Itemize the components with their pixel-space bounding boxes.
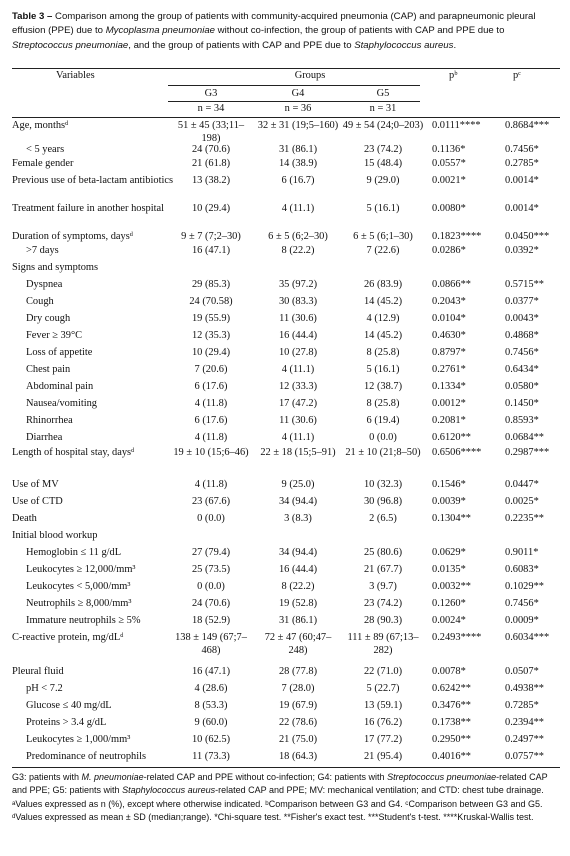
cell-p-c: 0.0377* [505, 296, 539, 307]
group-label-rule [168, 101, 420, 102]
cell-g4: 31 (86.1) [278, 144, 318, 155]
cell-p-c: 0.6083* [505, 564, 539, 575]
cell-g5: 49 ± 54 (24;0–203) [342, 120, 424, 131]
cell-g3: 6 (17.6) [194, 381, 228, 392]
table-row [12, 734, 560, 751]
cell-p-c: 0.0025* [505, 496, 539, 507]
cell-p-b: 0.0021* [432, 175, 466, 186]
cell-p-b: 0.1738** [432, 717, 471, 728]
header-p-b: pᵇ [449, 70, 458, 81]
row-label: Loss of appetite [26, 347, 93, 358]
cell-g4: 4 (11.1) [281, 364, 315, 375]
cell-p-b: 0.0024* [432, 615, 466, 626]
cell-p-b: 0.1334* [432, 381, 466, 392]
header-g5: G5 [376, 88, 390, 99]
cell-p-b: 0.0135* [432, 564, 466, 575]
cell-p-b: 0.4016** [432, 751, 471, 762]
table-row [12, 347, 560, 364]
row-label: Abdominal pain [26, 381, 94, 392]
cell-g5: 5 (16.1) [366, 203, 400, 214]
cell-g5: 21 (95.4) [363, 751, 403, 762]
cell-p-c: 0.0447* [505, 479, 539, 490]
cell-g3: 8 (53.3) [194, 700, 228, 711]
table-row [12, 203, 560, 231]
cell-g5: 4 (12.9) [366, 313, 400, 324]
header-p-c: pᶜ [513, 70, 521, 81]
cell-g5: 16 (76.2) [363, 717, 403, 728]
row-label: Use of MV [12, 479, 59, 490]
table-row [12, 447, 560, 479]
table-row [12, 296, 560, 313]
row-label: Initial blood workup [12, 530, 98, 541]
row-label: Proteins > 3.4 g/dL [26, 717, 107, 728]
table-row [12, 479, 560, 496]
text-fragment: -related CAP and PPE; G5: patients with [12, 772, 548, 796]
table-row [12, 415, 560, 432]
table-footnote [12, 771, 560, 825]
cell-g4: 17 (47.2) [278, 398, 318, 409]
cell-p-b: 0.2950** [432, 734, 471, 745]
cell-g3: 4 (11.8) [194, 432, 228, 443]
cell-g3: 18 (52.9) [191, 615, 231, 626]
cell-g5: 3 (9.7) [369, 581, 397, 592]
row-label: C-reactive protein, mg/dLᵈ [12, 632, 124, 643]
cell-g4: 6 ± 5 (6;2–30) [268, 231, 328, 242]
cell-g4: 22 ± 18 (15;5–91) [260, 447, 336, 458]
text-fragment: G3: patients with [12, 772, 82, 782]
cell-g4: 8 (22.2) [281, 245, 315, 256]
cell-g3: 13 (38.2) [191, 175, 231, 186]
row-label: Pleural fluid [12, 666, 64, 677]
cell-p-b: 0.0104* [432, 313, 466, 324]
cell-p-b: 0.6242** [432, 683, 471, 694]
row-label: Length of hospital stay, daysᵈ [12, 447, 135, 458]
cell-g4: 72 ± 47 (60;47–248) [264, 632, 332, 656]
cell-g3: 6 (17.6) [194, 415, 228, 426]
cell-p-c: 0.7456* [505, 144, 539, 155]
header-groups: Groups [294, 70, 326, 81]
cell-g3: 27 (79.4) [191, 547, 231, 558]
row-label: Cough [26, 296, 54, 307]
table-row [12, 496, 560, 513]
cell-g3: 25 (73.5) [191, 564, 231, 575]
cell-p-c: 0.7285* [505, 700, 539, 711]
table-row [12, 279, 560, 296]
cell-p-b: 0.6506**** [432, 447, 482, 458]
cell-p-b: 0.3476** [432, 700, 471, 711]
table-row [12, 381, 560, 398]
table-row [12, 683, 560, 700]
cell-p-b: 0.0012* [432, 398, 466, 409]
row-label: Dry cough [26, 313, 71, 324]
cell-p-c: 0.7456* [505, 347, 539, 358]
table-caption [12, 10, 560, 53]
cell-p-b: 0.0032** [432, 581, 471, 592]
cell-g5: 21 (67.7) [363, 564, 403, 575]
table-row [12, 513, 560, 530]
cell-g4: 16 (44.4) [278, 330, 318, 341]
cell-g3: 24 (70.6) [191, 598, 231, 609]
table-row [12, 717, 560, 734]
cell-g3: 10 (29.4) [191, 203, 231, 214]
cell-g3: 19 (55.9) [191, 313, 231, 324]
text-fragment: without co-infection, the group of patients with CAP and PPE due to [215, 25, 505, 37]
cell-g5: 111 ± 89 (67;13–282) [347, 632, 419, 656]
cell-g3: 29 (85.3) [191, 279, 231, 290]
header-n4: n = 36 [284, 103, 312, 114]
cell-p-b: 0.0111**** [432, 120, 481, 131]
cell-p-b: 0.0286* [432, 245, 466, 256]
table-row [12, 666, 560, 683]
cell-g3: 11 (73.3) [192, 751, 230, 762]
table-row [12, 530, 560, 547]
table-row [12, 700, 560, 717]
cell-g4: 7 (28.0) [281, 683, 315, 694]
cell-g5: 21 ± 10 (21;8–50) [345, 447, 421, 458]
italic-text: Staphylococcus aureus [122, 785, 216, 796]
groups-rule [168, 85, 420, 86]
table-bottom-rule [12, 767, 560, 768]
cell-g3: 19 ± 10 (15;6–46) [173, 447, 249, 458]
row-label: Glucose ≤ 40 mg/dL [26, 700, 112, 711]
table-row [12, 175, 560, 203]
cell-p-c: 0.2785* [505, 158, 539, 169]
cell-g5: 9 (29.0) [366, 175, 400, 186]
header-bottom-rule [12, 117, 560, 118]
cell-p-b: 0.1136* [432, 144, 466, 155]
cell-p-b: 0.0866** [432, 279, 471, 290]
cell-p-b: 0.0078* [432, 666, 466, 677]
cell-p-c: 0.0014* [505, 203, 539, 214]
table-row [12, 231, 560, 245]
cell-p-c: 0.5715** [505, 279, 544, 290]
cell-p-c: 0.4938** [505, 683, 544, 694]
cell-g3: 12 (35.3) [191, 330, 231, 341]
cell-g5: 7 (22.6) [366, 245, 400, 256]
table-row [12, 330, 560, 347]
italic-text: M. pneumoniae [81, 772, 144, 782]
text-fragment: . [453, 39, 457, 51]
cell-g4: 11 (30.6) [279, 313, 317, 324]
cell-g5: 28 (90.3) [363, 615, 403, 626]
table-row [12, 547, 560, 564]
table-row [12, 313, 560, 330]
cell-g5: 14 (45.2) [363, 330, 403, 341]
header-variables: Variables [56, 70, 95, 81]
row-label: Leukocytes < 5,000/mm³ [26, 581, 131, 592]
row-label: Dyspnea [26, 279, 63, 290]
cell-p-c: 0.2394** [505, 717, 544, 728]
cell-g3: 21 (61.8) [191, 158, 231, 169]
cell-g5: 23 (74.2) [363, 598, 403, 609]
cell-g4: 16 (44.4) [278, 564, 318, 575]
cell-p-c: 0.0014* [505, 175, 539, 186]
cell-p-c: 0.1029** [505, 581, 544, 592]
cell-g4: 9 (25.0) [281, 479, 315, 490]
cell-g3: 16 (47.1) [191, 245, 231, 256]
row-label: Diarrhea [26, 432, 63, 443]
header-g4: G4 [291, 88, 305, 99]
cell-g5: 25 (80.6) [363, 547, 403, 558]
table-top-rule [12, 68, 560, 69]
cell-p-b: 0.1304** [432, 513, 471, 524]
text-fragment: -related CAP and PPE without co-infection; G4: patients with [143, 772, 388, 782]
table-row [12, 144, 560, 158]
cell-g4: 19 (67.9) [278, 700, 318, 711]
cell-p-b: 0.1823**** [432, 231, 482, 242]
cell-g4: 32 ± 31 (19;5–160) [257, 120, 339, 131]
cell-p-c: 0.8684*** [505, 120, 550, 131]
cell-g4: 4 (11.1) [281, 203, 315, 214]
table-row [12, 245, 560, 262]
row-label: Age, monthsᵈ [12, 120, 69, 131]
cell-g3: 24 (70.58) [189, 296, 233, 307]
table-row [12, 398, 560, 415]
cell-g4: 22 (78.6) [278, 717, 318, 728]
cell-g3: 23 (67.6) [191, 496, 231, 507]
row-label: Death [12, 513, 37, 524]
cell-p-b: 0.0080* [432, 203, 466, 214]
cell-g5: 6 ± 5 (6;1–30) [353, 231, 413, 242]
cell-g4: 35 (97.2) [278, 279, 318, 290]
cell-g3: 16 (47.1) [191, 666, 231, 677]
row-label: < 5 years [26, 144, 65, 155]
cell-p-b: 0.8797* [432, 347, 466, 358]
cell-p-c: 0.0043* [505, 313, 539, 324]
header-n5: n = 31 [369, 103, 397, 114]
cell-g3: 9 (60.0) [194, 717, 228, 728]
cell-g4: 21 (75.0) [278, 734, 318, 745]
cell-p-b: 0.4630* [432, 330, 466, 341]
cell-g5: 5 (22.7) [366, 683, 400, 694]
cell-g5: 15 (48.4) [363, 158, 403, 169]
cell-g5: 6 (19.4) [366, 415, 400, 426]
row-label: Predominance of neutrophils [26, 751, 147, 762]
cell-p-b: 0.0039* [432, 496, 466, 507]
cell-p-c: 0.2987*** [505, 447, 550, 458]
cell-g5: 26 (83.9) [363, 279, 403, 290]
row-label: Previous use of beta-lactam antibiotics [12, 175, 174, 186]
cell-p-c: 0.0580* [505, 381, 539, 392]
cell-g4: 8 (22.2) [281, 581, 315, 592]
cell-g4: 11 (30.6) [279, 415, 317, 426]
header-n3: n = 34 [197, 103, 225, 114]
cell-p-c: 0.6434* [505, 364, 539, 375]
cell-g3: 138 ± 149 (67;7–468) [175, 632, 247, 656]
cell-p-c: 0.2497** [505, 734, 544, 745]
cell-p-c: 0.2235** [505, 513, 544, 524]
cell-p-c: 0.7456* [505, 598, 539, 609]
table-row [12, 751, 560, 768]
cell-g3: 9 ± 7 (7;2–30) [181, 231, 241, 242]
text-fragment: Comparison among the group of patients with community-acquired pneumonia (CAP) and parapneumonic pleural effusion (PPE) due to [12, 11, 536, 37]
italic-text: Streptococcus pneumoniae [12, 39, 129, 51]
cell-g5: 0 (0.0) [369, 432, 397, 443]
cell-g3: 4 (11.8) [194, 479, 228, 490]
cell-p-c: 0.0684** [505, 432, 544, 443]
row-label: >7 days [26, 245, 59, 256]
table-row [12, 632, 560, 666]
cell-p-c: 0.0757** [505, 751, 544, 762]
cell-p-b: 0.2081* [432, 415, 466, 426]
table-row [12, 615, 560, 632]
cell-p-c: 0.0450*** [505, 231, 550, 242]
row-label: Nausea/vomiting [26, 398, 97, 409]
cell-p-b: 0.0629* [432, 547, 466, 558]
cell-g3: 0 (0.0) [197, 513, 225, 524]
cell-g5: 10 (32.3) [363, 479, 403, 490]
cell-g3: 10 (29.4) [191, 347, 231, 358]
row-label: Signs and symptoms [12, 262, 99, 273]
cell-g4: 14 (38.9) [278, 158, 318, 169]
row-label: pH < 7.2 [26, 683, 63, 694]
row-label: Female gender [12, 158, 74, 169]
cell-g5: 17 (77.2) [363, 734, 403, 745]
table-row [12, 262, 560, 279]
cell-p-c: 0.4868* [505, 330, 539, 341]
cell-g5: 13 (59.1) [363, 700, 403, 711]
cell-g4: 31 (86.1) [278, 615, 318, 626]
cell-p-b: 0.1546* [432, 479, 466, 490]
caption-text [12, 11, 536, 51]
table-row [12, 598, 560, 615]
cell-g5: 23 (74.2) [363, 144, 403, 155]
cell-p-c: 0.1450* [505, 398, 539, 409]
cell-g5: 2 (6.5) [369, 513, 397, 524]
cell-g3: 10 (62.5) [191, 734, 231, 745]
cell-g3: 51 ± 45 (33;11–198) [177, 120, 245, 144]
table-row [12, 364, 560, 381]
cell-g4: 10 (27.8) [278, 347, 318, 358]
cell-g3: 4 (11.8) [194, 398, 228, 409]
cell-p-c: 0.6034*** [505, 632, 550, 643]
cell-g4: 34 (94.4) [278, 496, 318, 507]
cell-g3: 4 (28.6) [194, 683, 228, 694]
cell-g5: 8 (25.8) [366, 398, 400, 409]
cell-g4: 19 (52.8) [278, 598, 318, 609]
cell-g4: 3 (8.3) [284, 513, 312, 524]
italic-text: Staphylococcus aureus [354, 39, 454, 51]
cell-p-b: 0.6120** [432, 432, 471, 443]
row-label: Chest pain [26, 364, 71, 375]
cell-p-c: 0.9011* [505, 547, 539, 558]
text-fragment: , and the group of patients with CAP and PPE due to [128, 39, 355, 51]
cell-g5: 8 (25.8) [366, 347, 400, 358]
row-label: Neutrophils ≥ 8,000/mm³ [26, 598, 132, 609]
row-label: Treatment failure in another hospital [12, 203, 164, 214]
row-label: Rhinorrhea [26, 415, 73, 426]
cell-g5: 22 (71.0) [363, 666, 403, 677]
cell-g5: 14 (45.2) [363, 296, 403, 307]
cell-g5: 12 (38.7) [363, 381, 403, 392]
table-row [12, 564, 560, 581]
row-label: Leukocytes ≥ 1,000/mm³ [26, 734, 131, 745]
cell-g5: 5 (16.1) [366, 364, 400, 375]
cell-p-c: 0.0392* [505, 245, 539, 256]
header-g3: G3 [204, 88, 218, 99]
cell-p-b: 0.0557* [432, 158, 466, 169]
table-row [12, 158, 560, 175]
table-row [12, 120, 560, 144]
italic-text: Mycoplasma pneumoniae [105, 25, 216, 37]
text-fragment: -related CAP and PPE; MV: mechanical ventilation; and CTD: chest tube drainage. ᵃValues expressed as n (%), except where otherwise indicated. ᵇComparison between G3 and G4. ᶜComparison between G3 and G5. ᵈValues expressed as mean ± SD (median;range). *Chi-square test. **Fisher's exact test. ***Student's t-test. ****Kruskal-Wallis test. [12, 785, 544, 823]
row-label: Leukocytes ≥ 12,000/mm³ [26, 564, 136, 575]
row-label: Duration of symptoms, daysᵈ [12, 231, 133, 242]
row-label: Immature neutrophils ≥ 5% [26, 615, 141, 626]
row-label: Hemoglobin ≤ 11 g/dL [26, 547, 122, 558]
cell-p-b: 0.2493**** [432, 632, 482, 643]
row-label: Fever ≥ 39°C [26, 330, 83, 341]
cell-p-b: 0.2761* [432, 364, 466, 375]
italic-text: Streptococcus pneumoniae [387, 772, 497, 782]
cell-g4: 28 (77.8) [278, 666, 318, 677]
cell-g4: 4 (11.1) [281, 432, 315, 443]
cell-g4: 12 (33.3) [278, 381, 318, 392]
cell-g4: 34 (94.4) [278, 547, 318, 558]
cell-p-c: 0.0507* [505, 666, 539, 677]
cell-g4: 18 (64.3) [278, 751, 318, 762]
cell-g3: 24 (70.6) [191, 144, 231, 155]
cell-p-c: 0.0009* [505, 615, 539, 626]
cell-g3: 7 (20.6) [194, 364, 228, 375]
cell-g4: 6 (16.7) [281, 175, 315, 186]
table-row [12, 581, 560, 598]
table-label: Table 3 – [12, 11, 53, 22]
cell-p-c: 0.8593* [505, 415, 539, 426]
row-label: Use of CTD [12, 496, 63, 507]
cell-p-b: 0.1260* [432, 598, 466, 609]
cell-g4: 30 (83.3) [278, 296, 318, 307]
cell-p-b: 0.2043* [432, 296, 466, 307]
cell-g5: 30 (96.8) [363, 496, 403, 507]
cell-g3: 0 (0.0) [197, 581, 225, 592]
table-row [12, 432, 560, 447]
